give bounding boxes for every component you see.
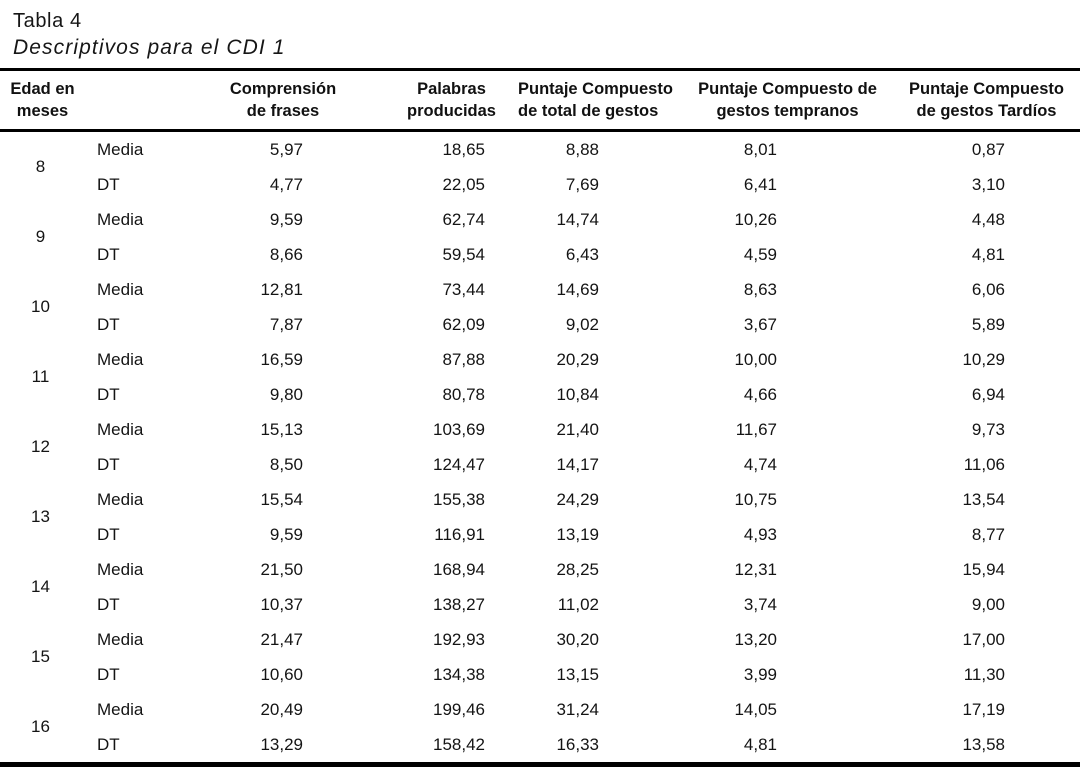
header-line: Puntaje Compuesto [909, 80, 1064, 98]
value-cell: 14,05 [734, 699, 777, 719]
value-cell: 9,80 [269, 384, 303, 404]
table-row [0, 622, 1080, 657]
value-cell: 21,47 [260, 629, 303, 649]
value-cell: 20,29 [556, 349, 599, 369]
table-row [0, 167, 1080, 202]
stat-label-cell: Media [97, 699, 144, 719]
value-cell: 28,25 [556, 559, 599, 579]
value-cell: 11,06 [963, 454, 1005, 474]
stat-label-cell: Media [97, 559, 144, 579]
age-cell: 10 [31, 297, 50, 316]
stat-label-cell: Media [97, 209, 144, 229]
header-line: meses [16, 102, 69, 120]
column-header-comprension-de-frases [185, 70, 367, 131]
value-cell: 4,77 [269, 174, 303, 194]
value-cell: 9,59 [269, 209, 303, 229]
table-row [0, 342, 1080, 377]
value-cell: 8,50 [269, 454, 303, 474]
value-cell: 7,69 [565, 174, 599, 194]
value-cell: 20,49 [260, 699, 303, 719]
header-row [0, 70, 1080, 131]
value-cell: 13,15 [556, 664, 599, 684]
header-line: de total de gestos [518, 102, 659, 120]
value-cell: 6,06 [971, 279, 1005, 299]
table-subtitle: Descriptivos para el CDI 1 [13, 36, 286, 59]
value-cell: 9,73 [971, 419, 1005, 439]
value-cell: 3,99 [743, 664, 777, 684]
value-cell: 8,77 [971, 524, 1005, 544]
age-cell: 15 [31, 647, 50, 666]
age-cell: 13 [31, 507, 50, 526]
value-cell: 11,67 [735, 419, 777, 439]
value-cell: 12,31 [734, 559, 777, 579]
value-cell: 0,87 [971, 139, 1005, 159]
value-cell: 8,66 [269, 244, 303, 264]
value-cell: 6,94 [971, 384, 1005, 404]
table-row [0, 552, 1080, 587]
value-cell: 168,94 [433, 559, 485, 579]
table-row [0, 657, 1080, 692]
descriptives-table [0, 68, 1080, 767]
value-cell: 4,93 [743, 524, 777, 544]
value-cell: 59,54 [442, 244, 485, 264]
value-cell: 6,41 [743, 174, 777, 194]
value-cell: 13,19 [556, 524, 599, 544]
value-cell: 3,10 [971, 174, 1005, 194]
header-line: producidas [407, 102, 496, 120]
value-cell: 124,47 [433, 454, 485, 474]
stat-label-cell: Media [97, 489, 144, 509]
value-cell: 13,58 [962, 734, 1005, 754]
value-cell: 8,01 [743, 139, 777, 159]
header-line: gestos tempranos [716, 102, 859, 120]
value-cell: 17,00 [962, 629, 1005, 649]
value-cell: 5,89 [971, 314, 1005, 334]
age-cell: 14 [31, 577, 50, 596]
age-cell: 8 [35, 157, 46, 176]
header-line: Puntaje Compuesto [518, 80, 673, 98]
value-cell: 10,60 [260, 664, 303, 684]
value-cell: 18,65 [442, 139, 485, 159]
stat-label-cell: DT [97, 664, 120, 684]
stat-label-cell: DT [97, 524, 120, 544]
column-header-stat-spacer [85, 70, 185, 131]
value-cell: 3,67 [743, 314, 777, 334]
table-row [0, 587, 1080, 622]
value-cell: 31,24 [556, 699, 599, 719]
value-cell: 62,09 [442, 314, 485, 334]
value-cell: 10,37 [260, 594, 303, 614]
value-cell: 13,20 [734, 629, 777, 649]
value-cell: 11,02 [557, 594, 599, 614]
value-cell: 62,74 [442, 209, 485, 229]
table-row [0, 447, 1080, 482]
table-row [0, 517, 1080, 552]
table-body [0, 131, 1080, 765]
value-cell: 3,74 [743, 594, 777, 614]
table-row [0, 692, 1080, 727]
table-row [0, 237, 1080, 272]
table-row [0, 412, 1080, 447]
value-cell: 4,74 [743, 454, 777, 474]
value-cell: 199,46 [433, 699, 485, 719]
value-cell: 116,91 [434, 524, 485, 544]
value-cell: 16,59 [260, 349, 303, 369]
value-cell: 9,59 [269, 524, 303, 544]
header-line: de gestos Tardíos [916, 102, 1057, 120]
value-cell: 15,13 [260, 419, 303, 439]
header-line: Palabras [417, 80, 486, 98]
header-line: Puntaje Compuesto de [698, 80, 877, 98]
value-cell: 13,54 [962, 489, 1005, 509]
header-line: Comprensión [229, 80, 337, 98]
table-title: Tabla 4 [13, 10, 82, 32]
value-cell: 4,81 [971, 244, 1005, 264]
value-cell: 4,81 [743, 734, 777, 754]
stat-label-cell: DT [97, 734, 120, 754]
value-cell: 155,38 [433, 489, 485, 509]
value-cell: 9,00 [971, 594, 1005, 614]
value-cell: 17,19 [962, 699, 1005, 719]
age-cell: 12 [31, 437, 50, 456]
value-cell: 15,94 [962, 559, 1005, 579]
value-cell: 6,43 [565, 244, 599, 264]
value-cell: 158,42 [433, 734, 485, 754]
table-caption [0, 0, 1080, 62]
stat-label-cell: Media [97, 419, 144, 439]
column-header-puntaje-gestos-tardios [881, 70, 1080, 131]
value-cell: 4,66 [743, 384, 777, 404]
table-row [0, 377, 1080, 412]
age-cell: 9 [35, 227, 46, 246]
stat-label-cell: DT [97, 384, 120, 404]
value-cell: 10,75 [734, 489, 777, 509]
table-row [0, 202, 1080, 237]
value-cell: 10,00 [734, 349, 777, 369]
stat-label-cell: DT [97, 174, 120, 194]
stat-label-cell: DT [97, 314, 120, 334]
stat-label-cell: Media [97, 139, 144, 159]
stat-label-cell: Media [97, 629, 144, 649]
age-cell: 11 [31, 367, 50, 386]
value-cell: 7,87 [269, 314, 303, 334]
age-cell: 16 [31, 717, 50, 736]
value-cell: 192,93 [433, 629, 485, 649]
value-cell: 4,59 [743, 244, 777, 264]
value-cell: 21,50 [260, 559, 303, 579]
column-header-palabras-producidas [367, 70, 518, 131]
value-cell: 5,97 [269, 139, 303, 159]
stat-label-cell: Media [97, 349, 144, 369]
value-cell: 14,69 [556, 279, 599, 299]
value-cell: 13,29 [260, 734, 303, 754]
value-cell: 9,02 [565, 314, 599, 334]
value-cell: 16,33 [556, 734, 599, 754]
value-cell: 4,48 [971, 209, 1005, 229]
header-line: Edad en [10, 80, 75, 98]
table-row [0, 307, 1080, 342]
value-cell: 24,29 [556, 489, 599, 509]
value-cell: 30,20 [556, 629, 599, 649]
column-header-puntaje-total-de-gestos [518, 70, 686, 131]
value-cell: 10,26 [734, 209, 777, 229]
column-header-edad-en-meses [0, 70, 85, 131]
stat-label-cell: DT [97, 594, 120, 614]
table-header [0, 70, 1080, 131]
table-row [0, 131, 1080, 168]
stat-label-cell: DT [97, 454, 120, 474]
value-cell: 87,88 [442, 349, 485, 369]
value-cell: 11,30 [963, 664, 1005, 684]
table-row [0, 272, 1080, 307]
stat-label-cell: Media [97, 279, 144, 299]
value-cell: 138,27 [433, 594, 485, 614]
value-cell: 80,78 [442, 384, 485, 404]
stat-label-cell: DT [97, 244, 120, 264]
value-cell: 103,69 [433, 419, 485, 439]
header-line: de frases [246, 102, 320, 120]
value-cell: 22,05 [442, 174, 485, 194]
value-cell: 8,63 [743, 279, 777, 299]
value-cell: 8,88 [565, 139, 599, 159]
value-cell: 15,54 [260, 489, 303, 509]
column-header-puntaje-gestos-tempranos [686, 70, 881, 131]
value-cell: 134,38 [433, 664, 485, 684]
table-row [0, 727, 1080, 765]
value-cell: 14,74 [556, 209, 599, 229]
value-cell: 14,17 [556, 454, 599, 474]
value-cell: 12,81 [260, 279, 303, 299]
value-cell: 10,84 [556, 384, 599, 404]
value-cell: 21,40 [556, 419, 599, 439]
value-cell: 10,29 [962, 349, 1005, 369]
value-cell: 73,44 [442, 279, 485, 299]
table-row [0, 482, 1080, 517]
